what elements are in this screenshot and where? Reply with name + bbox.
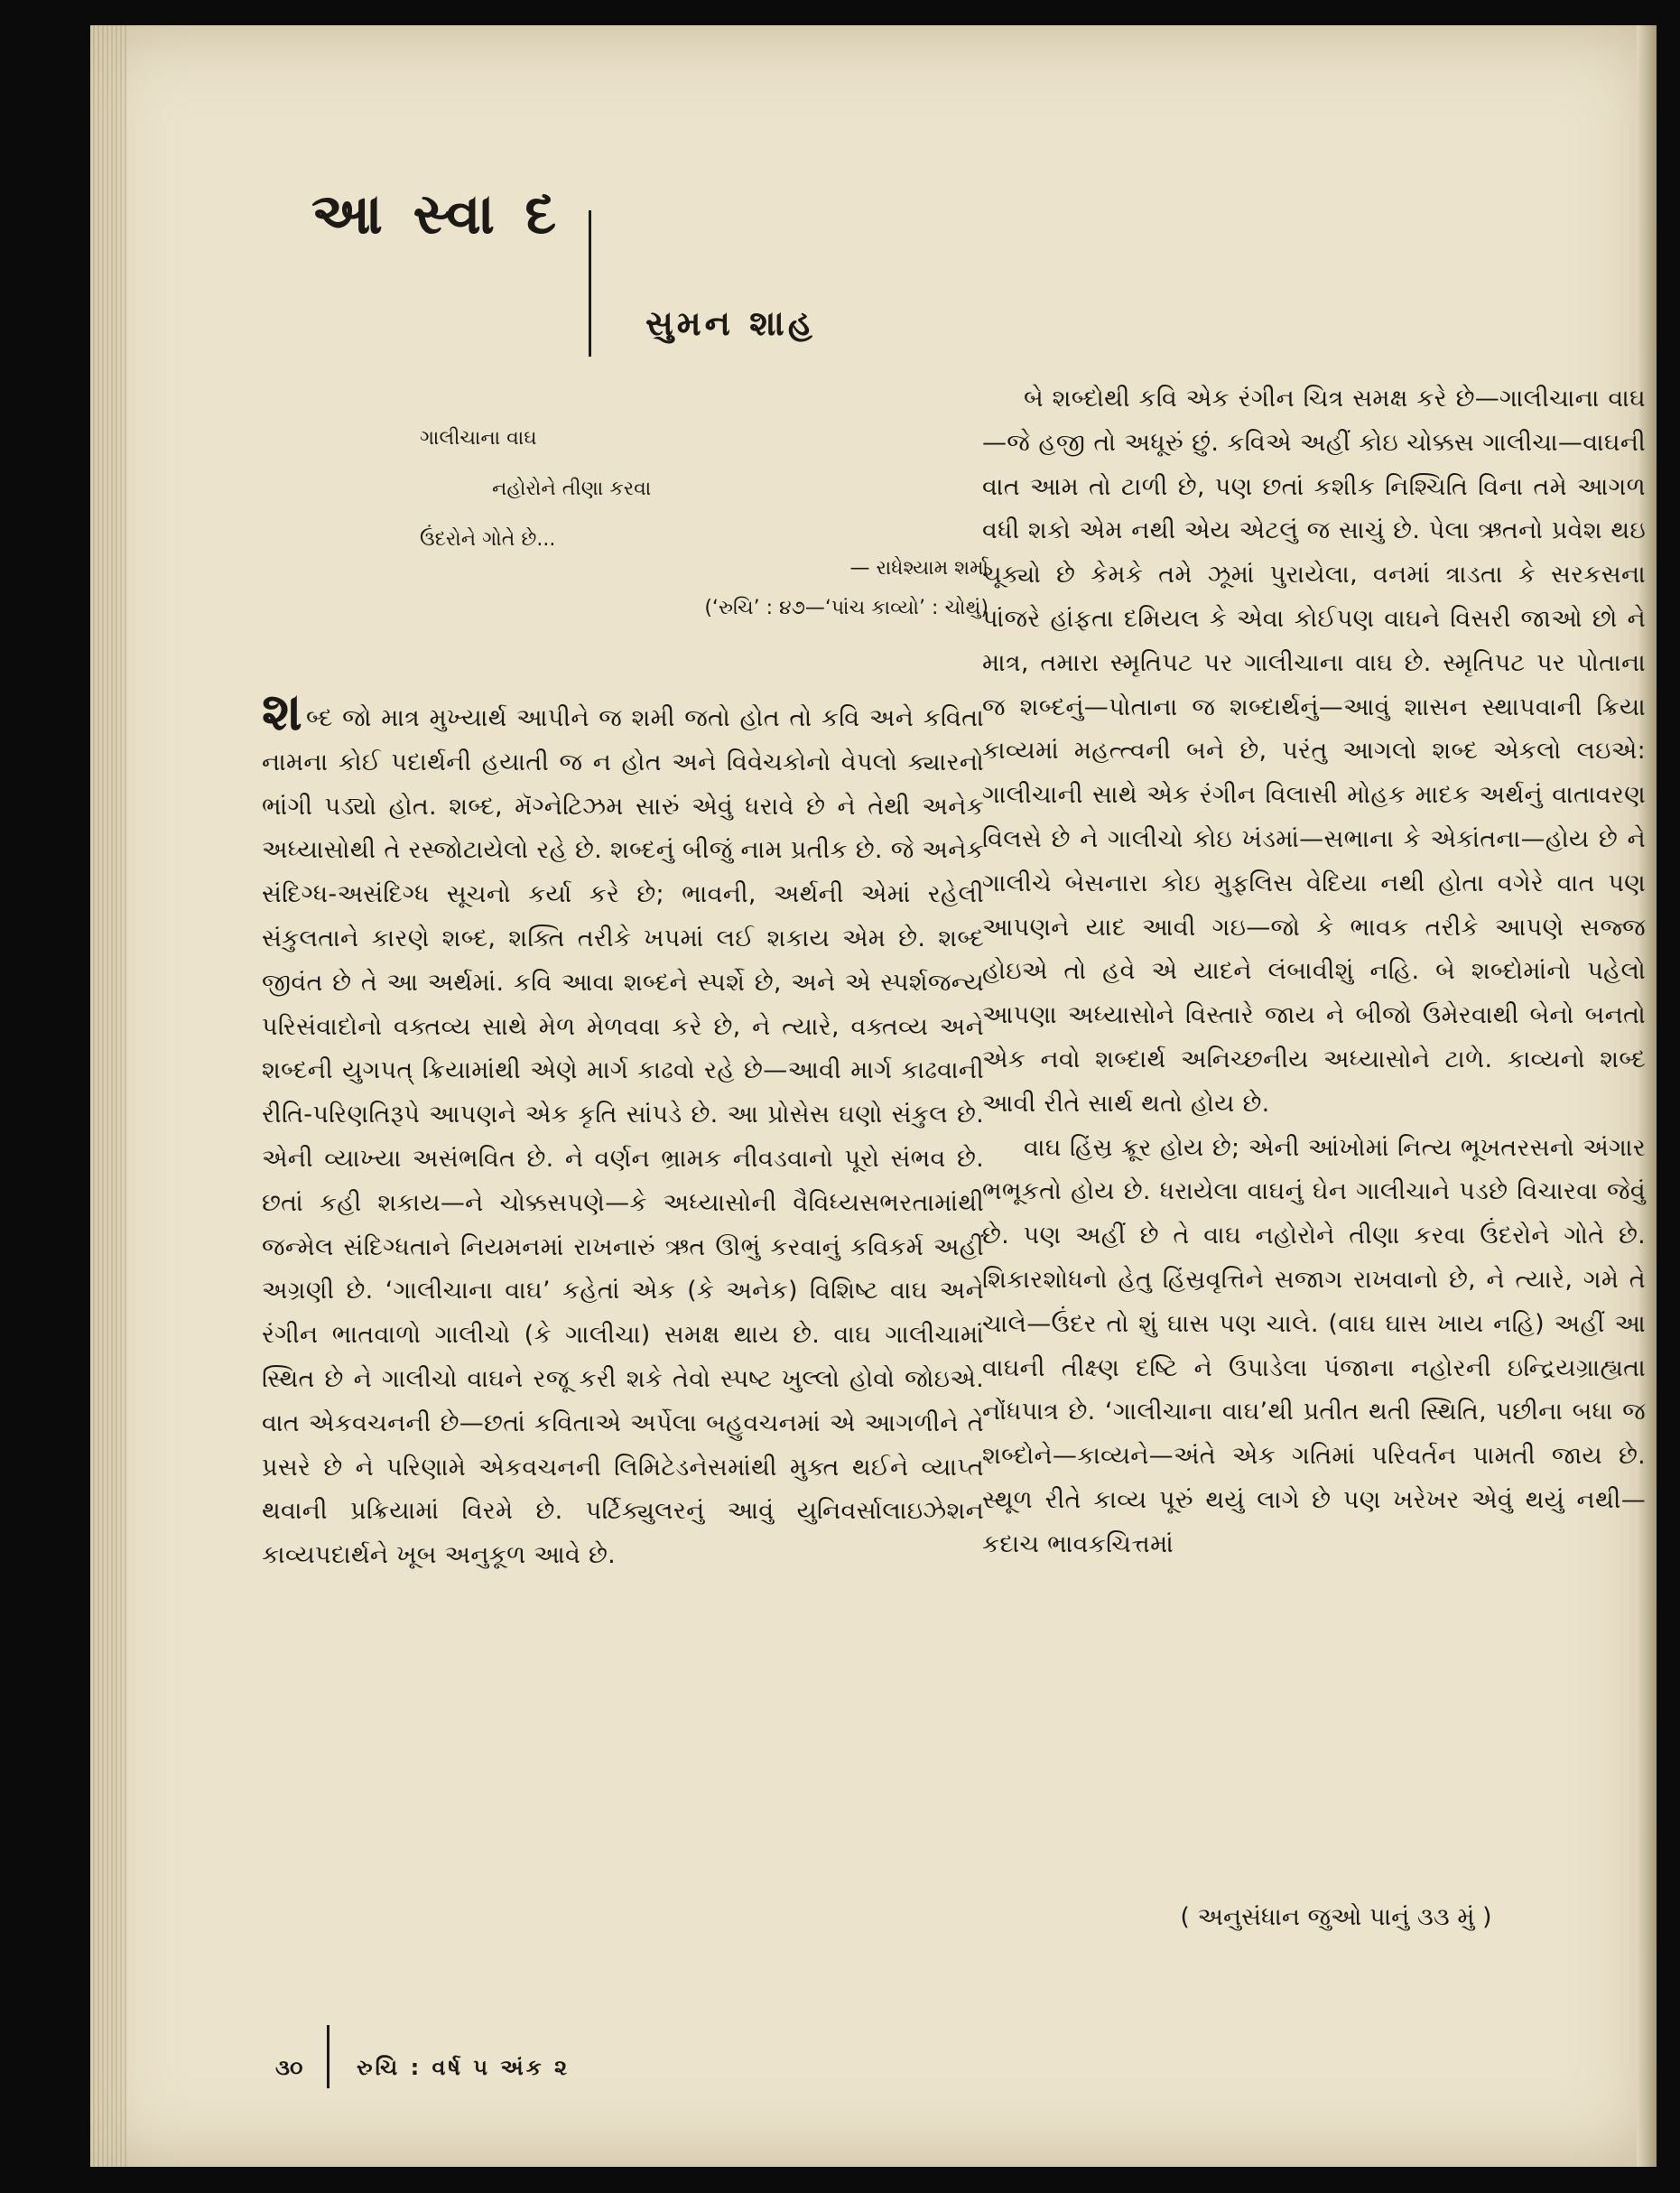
journal-issue: રુચિ : વર્ષ ૫ અંક ૨	[357, 2055, 571, 2080]
paragraph	[262, 681, 984, 1578]
drop-cap: શ	[262, 681, 303, 742]
footer-divider	[327, 2025, 330, 2088]
paragraph: વાઘ હિંસ્ર ક્રૂર હોય છે; એની આંખોમાં નિત્ય ભૂખતરસનો અંગાર ભભૂકતો હોય છે. ધરાયેલા વાઘનું ઘેન ગાલીચાને પડછે વિચારવા જેવું છે. પણ અહીં છે તે વાઘ નહોરોને તીણા કરવા ઉંદરોને ગોતે છે. શિકારશોધનો હેતુ હિંસ્રવૃત્તિને સજાગ રાખવાનો છે, ને ત્યારે, ગમે તે ચાલે—ઉંદર તો શું ઘાસ પણ ચાલે. (વાઘ ઘાસ ખાય નહિ) અહીં આ વાઘની તીક્ષ્ણ દષ્ટિ ને ઉપાડેલા પંજાના નહોરની ઇન્દ્રિયગ્રાહ્યતા નોંધપાત્ર છે. ‘ગાલીચાના વાઘ’થી પ્રતીત થતી સ્થિતિ, પછીના બધા જ શબ્દોને—કાવ્યને—અંતે એક ગતિમાં પરિવર્તન પામતી જાય છે. સ્થૂળ રીતે કાવ્ય પૂરું થયું લાગે છે પણ ખરેખર એવું થયું નથી—કદાચ ભાવકચિત્તમાં	[982, 1133, 1646, 1558]
article-title: આ સ્વા દ	[311, 181, 562, 246]
epigraph	[420, 414, 979, 565]
epigraph-source: (‘રુચિ’ : ૪૭—‘પાંચ કાવ્યો’ : ચોથું)	[704, 597, 989, 619]
epigraph-attribution-block	[465, 549, 989, 628]
paragraph-text: બ્દ જો માત્ર મુખ્યાર્થ આપીને જ શમી જતો હોત તો કવિ અને કવિતા નામના કોઈ પદાર્થની હયાતી જ ન હોત અને વિવેચકોનો વેપલો ક્યારનો ભાંગી પડ્યો હોત. શબ્દ, મૅગ્નેટિઝમ સારું એવું ધરાવે છે ને તેથી અનેક અધ્યાસોથી તે રસ્જોટાયેલો રહે છે. શબ્દનું બીજું નામ પ્રતીક છે. જે અનેક સંદિગ્ધ-અસંદિગ્ધ સૂચનો કર્યા કરે છે; ભાવની, અર્થની એમાં રહેલી સંકુલતાને કારણે શબ્દ, શક્તિ તરીકે ખપમાં લઈ શકાય એમ છે. શબ્દ જીવંત છે તે આ અર્થમાં. કવિ આવા શબ્દને સ્પર્શે છે, અને એ સ્પર્શજન્ય પરિસંવાદોનો વક્તવ્ય સાથે મેળ મેળવવા કરે છે, ને ત્યારે, વક્તવ્ય અને શબ્દની યુગપત્ ક્રિયામાંથી એણે માર્ગ કાઢવો રહે છે—આવી માર્ગ કાઢવાની રીતિ-પરિણતિરૂપે આપણને એક કૃતિ સાંપડે છે. આ પ્રોસેસ ઘણો સંકુલ છે. એની વ્યાખ્યા અસંભવિત છે. ને વર્ણન ભ્રામક નીવડવાનો પૂરો સંભવ છે. છતાં કહી શકાય—ને ચોક્કસપણે—કે અધ્યાસોની વૈવિધ્યસભરતામાંથી જન્મેલ સંદિગ્ધતાને નિયમનમાં રાખનારું ઋત ઊભું કરવાનું કવિકર્મ અહીં અગ્રણી છે. ‘ગાલીચાના વાઘ’ કહેતાં એક (કે અનેક) વિશિષ્ટ વાઘ અને રંગીન ભાતવાળો ગાલીચો (કે ગાલીચા) સમક્ષ થાય છે. વાઘ ગાલીચામાં સ્થિત છે ને ગાલીચો વાઘને રજૂ કરી શકે તેવો સ્પષ્ટ ખુલ્લો હોવો જોઇએ. વાત એકવચનની છે—છતાં કવિતાએ અર્પેલા બહુવચનમાં એ આગળીને તે પ્રસરે છે ને પરિણામે એકવચનની લિમિટેડનેસમાંથી મુક્ત થઈને વ્યાપ્ત થવાની પ્રક્રિયામાં વિરમે છે. પર્ટિક્યુલરનું આવું યુનિવર્સાલાઇઝેશન કાવ્યપદાર્થને ખૂબ અનુકૂળ આવે છે.	[262, 704, 984, 1570]
left-column	[262, 681, 984, 1578]
author-name: સુમન શાહ	[645, 303, 816, 343]
epigraph-attribution: — રાધેશ્યામ શર્મા	[849, 557, 989, 580]
title-divider	[589, 210, 591, 357]
epigraph-line: ગાલીચાના વાઘ	[420, 427, 537, 450]
magazine-page	[90, 25, 1657, 2167]
epigraph-line: ઉંદરોને ગોતે છે...	[420, 528, 556, 551]
right-column	[982, 377, 1646, 1567]
page-stack-edge	[90, 25, 126, 2167]
epigraph-line: નહોરોને તીણા કરવા	[492, 478, 652, 500]
page-number: ૩૦	[275, 2055, 303, 2080]
continuation-note: ( અનુસંધાન જુઓ પાનું ૩૩ મું )	[1180, 1903, 1492, 1931]
paragraph: બે શબ્દોથી કવિ એક રંગીન ચિત્ર સમક્ષ કરે છે—ગાલીચાના વાઘ—જે હજી તો અધૂરું છું. કવિએ અહીં કોઇ ચોક્કસ ગાલીચા—વાઘની વાત આમ તો ટાળી છે, પણ છતાં કશીક નિશ્ચિતિ વિના તમે આગળ વધી શકો એમ નથી એય એટલું જ સાચું છે. પેલા ઋતનો પ્રવેશ થઇ ચૂક્યો છે કેમકે તમે ઝૂમાં પુરાયેલા, વનમાં ત્રાડતા કે સરકસના પાંજરે હાંફતા દમિયલ કે એવા કોઈપણ વાઘને વિસરી જાઓ છો ને માત્ર, તમારા સ્મૃતિપટ પર ગાલીચાના વાઘ છે. સ્મૃતિપટ પર પોતાના જ શબ્દનું—પોતાના જ શબ્દાર્થનું—આવું શાસન સ્થાપવાની ક્રિયા કાવ્યમાં મહત્ત્વની બને છે, પરંતુ આગલો શબ્દ એકલો લઇએ: ગાલીચાની સાથે એક રંગીન વિલાસી મોહક માદક અર્થનું વાતાવરણ વિલસે છે ને ગાલીચો કોઇ ખંડમાં—સભાના કે એકાંતના—હોય છે ને ગાલીચે બેસનારા કોઇ મુફલિસ વેદિયા નથી હોતા વગેરે વાત પણ આપણને યાદ આવી ગઇ—જો કે ભાવક તરીકે આપણે સજ્જ હોઇએ તો હવે એ યાદને લંબાવીશું નહિ. બે શબ્દોમાંનો પહેલો આપણા અધ્યાસોને વિસ્તારે જાય ને બીજો ઉમેરવાથી બેનો બનતો એક નવો શબ્દાર્થ અનિચ્છનીય અધ્યાસોને ટાળે. કાવ્યનો શબ્દ આવી રીતે સાર્થ થતો હોય છે.	[982, 385, 1646, 1118]
